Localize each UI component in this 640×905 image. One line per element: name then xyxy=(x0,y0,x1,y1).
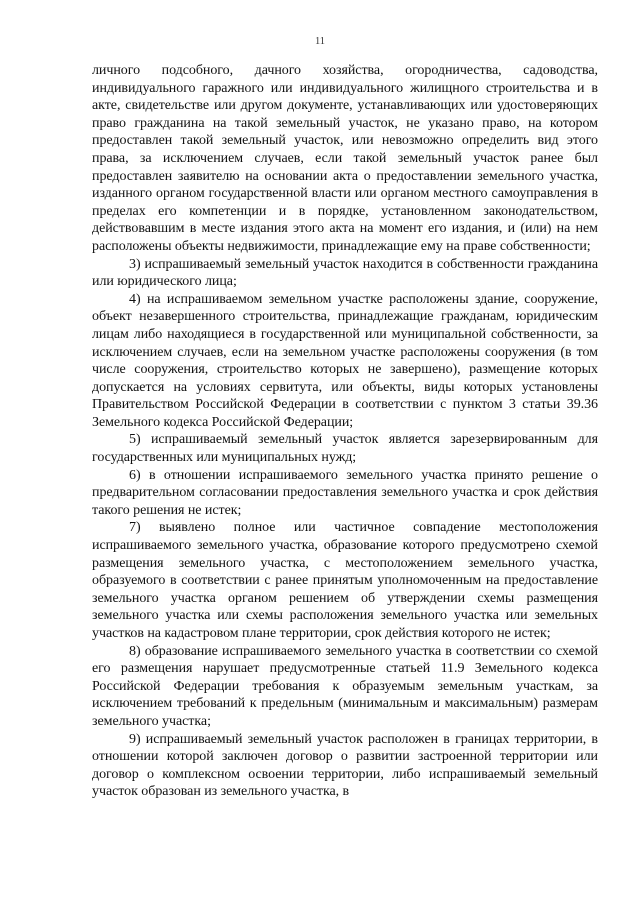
document-body xyxy=(92,62,598,801)
paragraph-item-8: 8) образование испрашиваемого земельного участка в соответствии со схемой его размещения нарушает предусмотренные статьей 11.9 Земельного кодекса Российской Федерации требования к образуемым земельным участкам, за исключением требований к предельным (минимальным и максимальным) размерам земельного участка; xyxy=(92,643,598,729)
paragraph-item-6: 6) в отношении испрашиваемого земельного участка принято решение о предварительном согласовании предоставления земельного участка и срок действия такого решения не истек; xyxy=(92,467,598,518)
page-number: 11 xyxy=(314,36,326,47)
paragraph-item-5: 5) испрашиваемый земельный участок является зарезервированным для государственных или муниципальных нужд; xyxy=(92,432,598,466)
paragraph-item-4: 4) на испрашиваемом земельном участке расположены здание, сооружение, объект незавершенного строительства, принадлежащие гражданам, юридическим лицам либо находящиеся в государственной или муниципальной собственности, за исключением случаев, если на земельном участке расположены сооружения (в том числе сооружения, строительство которых не завершено), размещение которых допускается на условиях сервитута, или объекты, виды которых установлены Правительством Российской Федерации в соответствии с пунктом 3 статьи 39.36 Земельного кодекса Российской Федерации; xyxy=(92,291,598,430)
paragraph-item-9: 9) испрашиваемый земельный участок расположен в границах территории, в отношении которой заключен договор о развитии застроенной территории или договор о комплексном освоении территории, либо испрашиваемый земельный участок образован из земельного участка, в xyxy=(92,731,598,800)
paragraph-item-3: 3) испрашиваемый земельный участок находится в собственности гражданина или юридического лица; xyxy=(92,256,598,290)
paragraph-item-7: 7) выявлено полное или частичное совпадение местоположения испрашиваемого земельного участка, образование которого предусмотрено схемой размещения земельного участка, с местоположением земельного участка, образуемого в соответствии с ранее принятым уполномоченным на предоставление земельного участка органом решением об утверждении схемы размещения земельного участка или схемы расположения земельного участка или земельных участков на кадастровом плане территории, срок действия которого не истек; xyxy=(92,520,598,641)
paragraph-continuation: личного подсобного, дачного хозяйства, огородничества, садоводства, индивидуального гаражного или индивидуального жилищного строительства и в акте, свидетельстве или другом документе, устанавливающих или удостоверяющих право гражданина на такой земельный участок, не указано право, на котором предоставлен такой земельный участок, или невозможно определить вид этого права, за исключением случаев, если такой земельный участок ранее был предоставлен заявителю на основании акта о предоставлении земельного участка, изданного органом государственной власти или органом местного самоуправления в пределах его компетенции и в порядке, установленном законодательством, действовавшим в месте издания этого акта на момент его издания, и (или) на нем расположены объекты недвижимости, принадлежащие ему на праве собственности; xyxy=(92,63,598,254)
